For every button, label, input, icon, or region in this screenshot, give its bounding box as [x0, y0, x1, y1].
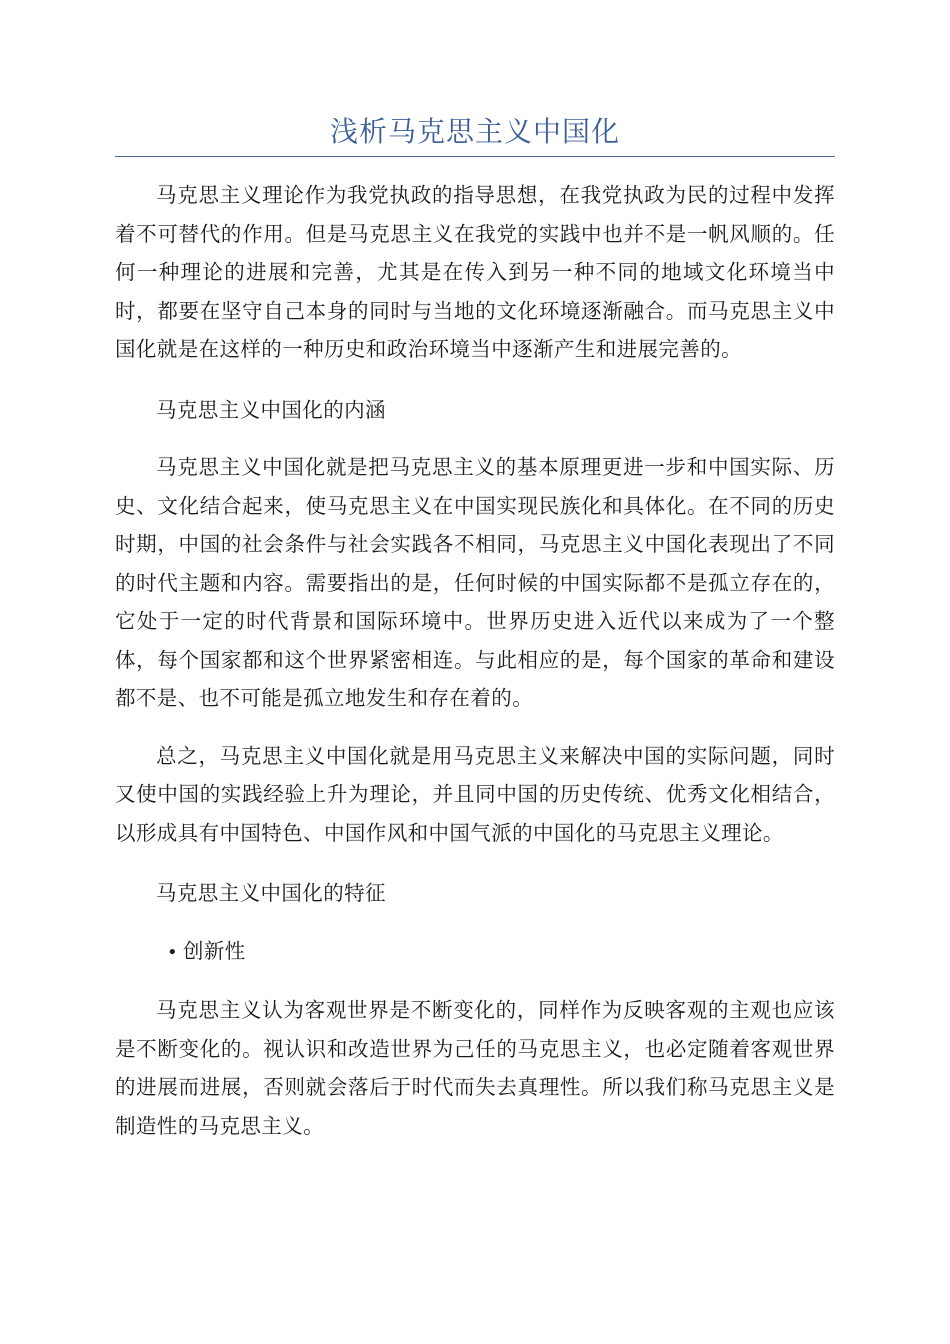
paragraph-innovation: 马克思主义认为客观世界是不断变化的，同样作为反映客观的主观也应该是不断变化的。视认识和改造世界为己任的马克思主义，也必定随着客观世界的进展而进展，否则就会落后于时代而失去真理性。所以我们称马克思主义是制造性的马克思主义。 [115, 998, 835, 1138]
bullet-item-innovation [115, 932, 835, 973]
title-block [115, 112, 835, 157]
paragraph-connotation: 马克思主义中国化就是把马克思主义的基本原理更进一步和中国实际、历史、文化结合起来，使马克思主义在中国实现民族化和具体化。在不同的历史时期，中国的社会条件与社会实践各不相同，马克思主义中国化表现出了不同的时代主题和内容。需要指出的是，任何时候的中国实际都不是孤立存在的，它处于一定的时代背景和国际环境中。世界历史进入近代以来成为了一个整体，每个国家都和这个世界紧密相连。与此相应的是，每个国家的革命和建设都不是、也不可能是孤立地发生和存在着的。 [115, 455, 835, 710]
document-title: 浅析马克思主义中国化 [329, 115, 620, 148]
bullet-dot-icon: • [167, 941, 179, 963]
bullet-label: 创新性 [183, 938, 246, 963]
section-heading-features: 马克思主义中国化的特征 [156, 881, 386, 905]
document-body [115, 176, 835, 1145]
paragraph-summary: 总之，马克思主义中国化就是用马克思主义来解决中国的实际问题，同时又使中国的实践经验上升为理论，并且同中国的历史传统、优秀文化相结合，以形成具有中国特色、中国作风和中国气派的中国化的马克思主义理论。 [115, 743, 835, 845]
section-heading-connotation: 马克思主义中国化的内涵 [156, 397, 386, 422]
paragraph-intro: 马克思主义理论作为我党执政的指导思想，在我党执政为民的过程中发挥着不可替代的作用。但是马克思主义在我党的实践中也并不是一帆风顺的。任何一种理论的进展和完善，尤其是在传入到另一种不同的地域文化环境当中时，都要在坚守自己本身的同时与当地的文化环境逐渐融合。而马克思主义中国化就是在这样的一种历史和政治环境当中逐渐产生和进展完善的。 [115, 183, 835, 361]
